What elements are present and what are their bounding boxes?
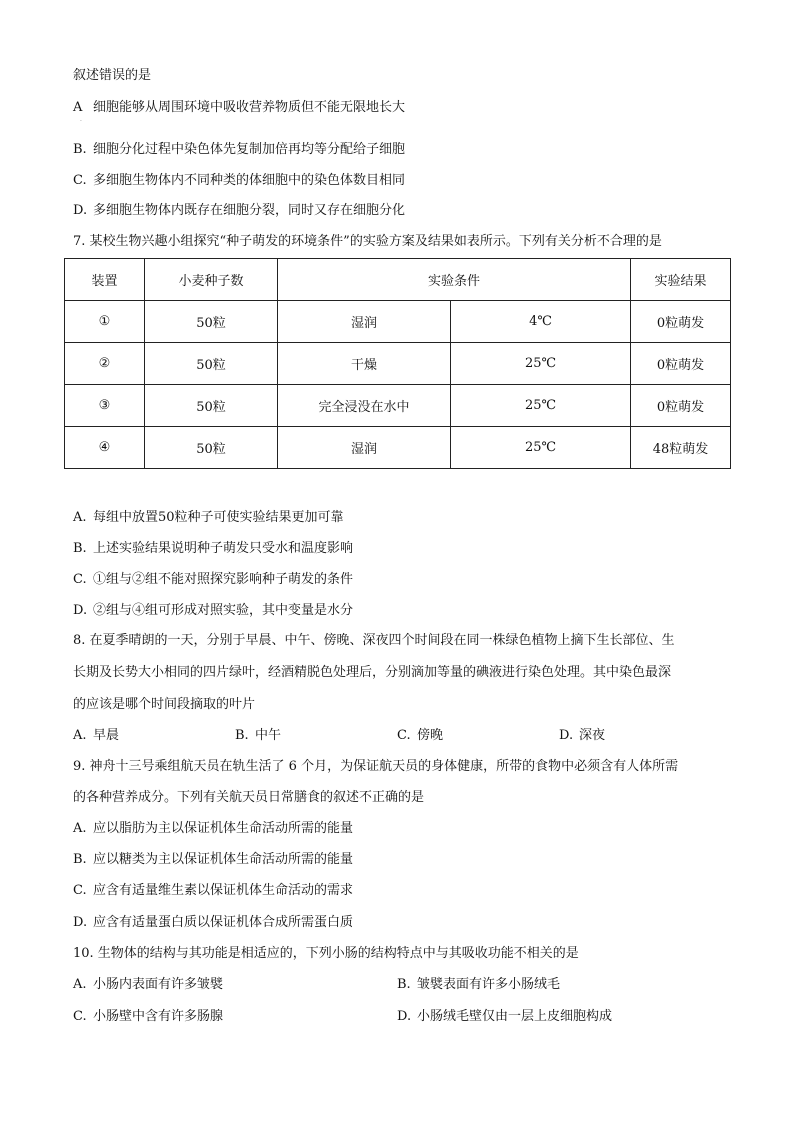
option-text: 多细胞生物体内既存在细胞分裂，同时又存在细胞分化	[93, 203, 406, 218]
option-letter: C.	[73, 173, 87, 188]
option-letter: D.	[73, 603, 88, 618]
q6-option-b	[73, 141, 405, 159]
q9-option-b	[73, 851, 353, 869]
table-row	[65, 343, 731, 385]
q8-stem-line-1: 8. 在夏季晴朗的一天，分别于早晨、中午、傍晚、深夜四个时间段在同一株绿色植物上摘下生长部位、生	[73, 633, 675, 648]
option-text: 上述实验结果说明种子萌发只受水和温度影响	[93, 541, 354, 556]
option-text: 深夜	[579, 728, 606, 743]
option-text: 小肠绒毛壁仅由一层上皮细胞构成	[417, 1009, 613, 1024]
cell-device: ④	[65, 427, 145, 469]
option-letter: A.	[73, 977, 87, 992]
cell-temp: 25℃	[451, 385, 631, 427]
option-letter: A.	[73, 510, 87, 525]
header-device: 装置	[65, 259, 145, 301]
cell-seeds: 50粒	[145, 343, 278, 385]
table-row	[65, 301, 731, 343]
header-result: 实验结果	[631, 259, 731, 301]
cell-result: 0粒萌发	[631, 385, 731, 427]
table-row	[65, 427, 731, 469]
q8-stem-line-2: 长期及长势大小相同的四片绿叶，经酒精脱色处理后，分别滴加等量的碘液进行染色处理。其中染色最深	[73, 665, 672, 680]
cell-device: ③	[65, 385, 145, 427]
option-text: 中午	[255, 728, 282, 743]
q10-option-b	[397, 976, 560, 994]
cell-moisture: 完全浸没在水中	[278, 385, 451, 427]
q8-option-c	[397, 727, 443, 745]
q7-option-b	[73, 540, 353, 558]
option-letter: B.	[73, 541, 87, 556]
q7-option-d	[73, 602, 353, 620]
header-conditions: 实验条件	[278, 259, 631, 301]
table-header-row	[65, 259, 731, 301]
option-letter: C.	[73, 572, 87, 587]
option-text: 应以糖类为主以保证机体生命活动所需的能量	[93, 852, 354, 867]
option-letter: C.	[73, 1009, 87, 1024]
option-text: 每组中放置50粒种子可使实验结果更加可靠	[93, 510, 344, 525]
option-text: 小肠壁中含有许多肠腺	[93, 1009, 224, 1024]
option-letter: B.	[397, 977, 411, 992]
option-letter: B.	[73, 142, 87, 157]
option-text: 应含有适量蛋白质以保证机体合成所需蛋白质	[93, 915, 354, 930]
q6-option-d	[73, 202, 405, 220]
option-letter: A	[73, 100, 83, 115]
option-letter: B.	[235, 728, 249, 743]
cell-temp: 4℃	[451, 301, 631, 343]
cell-result: 0粒萌发	[631, 301, 731, 343]
option-text: 应以脂肪为主以保证机体生命活动所需的能量	[93, 821, 354, 836]
q9-stem-line-2: 的各种营养成分。下列有关航天员日常膳食的叙述不正确的是	[73, 790, 425, 805]
option-letter: C.	[73, 883, 87, 898]
cell-moisture: 干燥	[278, 343, 451, 385]
option-text: 细胞能够从周围环境中吸收营养物质但不能无限地长大	[93, 100, 406, 115]
option-text: 早晨	[93, 728, 120, 743]
q8-option-b	[235, 727, 281, 745]
option-letter: D.	[559, 728, 574, 743]
q8-stem-line-3: 的应该是哪个时间段摘取的叶片	[73, 697, 256, 712]
q9-option-a	[73, 820, 353, 838]
experiment-table	[64, 258, 731, 469]
option-text: 小肠内表面有许多皱襞	[93, 977, 224, 992]
q9-option-c	[73, 882, 353, 900]
q7-option-c	[73, 571, 353, 589]
option-text: 应含有适量维生素以保证机体生命活动的需求	[93, 883, 354, 898]
option-text: ①组与②组不能对照探究影响种子萌发的条件	[93, 572, 354, 587]
q6-option-a	[73, 99, 405, 117]
option-letter: B.	[73, 852, 87, 867]
q10-option-d	[397, 1008, 612, 1026]
header-seeds: 小麦种子数	[145, 259, 278, 301]
cell-temp: 25℃	[451, 343, 631, 385]
cell-result: 0粒萌发	[631, 343, 731, 385]
option-letter: D.	[73, 915, 88, 930]
option-text: 皱襞表面有许多小肠绒毛	[417, 977, 561, 992]
cell-temp: 25℃	[451, 427, 631, 469]
option-letter: D.	[73, 203, 88, 218]
option-text: 细胞分化过程中染色体先复制加倍再均等分配给子细胞	[93, 142, 406, 157]
q10-option-a	[73, 976, 223, 994]
q9-option-d	[73, 914, 353, 932]
q7-stem: 7. 某校生物兴趣小组探究“种子萌发的环境条件”的实验方案及结果如表所示。下列有关分析不合理的是	[73, 234, 662, 249]
q9-stem-line-1: 9. 神舟十三号乘组航天员在轨生活了 6 个月，为保证航天员的身体健康，所带的食物中必须含有人体所需	[73, 759, 679, 774]
q6-stem-tail: 叙述错误的是	[73, 68, 152, 83]
cell-moisture: 湿润	[278, 301, 451, 343]
option-letter: A.	[73, 821, 87, 836]
option-text: 多细胞生物体内不同种类的体细胞中的染色体数目相同	[93, 173, 406, 188]
option-letter: C.	[397, 728, 411, 743]
option-letter: D.	[397, 1009, 412, 1024]
cell-seeds: 50粒	[145, 385, 278, 427]
q6-option-c	[73, 172, 405, 190]
option-text: 傍晚	[417, 728, 444, 743]
cell-moisture: 湿润	[278, 427, 451, 469]
cell-seeds: 50粒	[145, 427, 278, 469]
q10-option-c	[73, 1008, 223, 1026]
cell-seeds: 50粒	[145, 301, 278, 343]
q10-stem: 10. 生物体的结构与其功能是相适应的，下列小肠的结构特点中与其吸收功能不相关的是	[73, 946, 579, 961]
option-text: ②组与④组可形成对照实验，其中变量是水分	[93, 603, 354, 618]
q8-option-d	[559, 727, 605, 745]
cell-device: ②	[65, 343, 145, 385]
q7-option-a	[73, 509, 344, 527]
q8-option-a	[73, 727, 119, 745]
stray-mark: ·	[80, 118, 82, 125]
option-letter: A.	[73, 728, 87, 743]
cell-device: ①	[65, 301, 145, 343]
cell-result: 48粒萌发	[631, 427, 731, 469]
table-row	[65, 385, 731, 427]
